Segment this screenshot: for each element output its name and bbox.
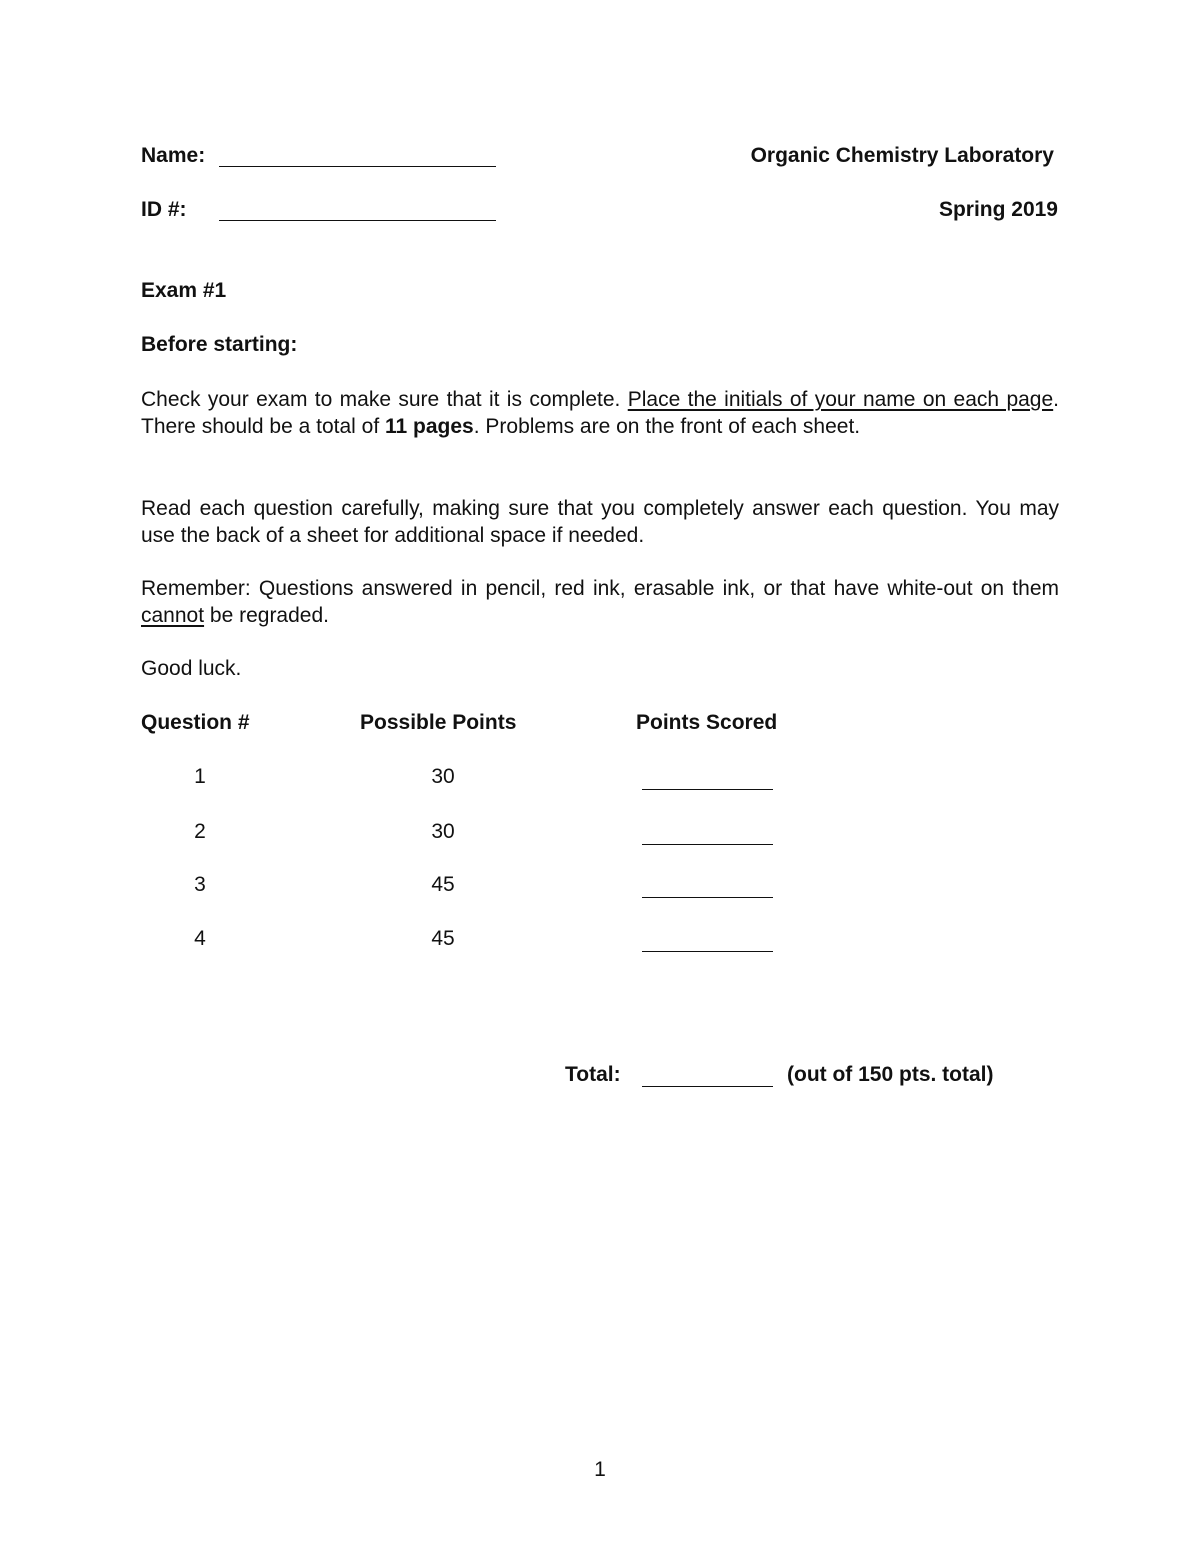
total-note: (out of 150 pts. total) (787, 1063, 994, 1086)
total-blank[interactable] (642, 1086, 773, 1087)
total-label: Total: (565, 1063, 621, 1086)
score-blank[interactable] (642, 897, 773, 898)
score-blank[interactable] (642, 951, 773, 952)
id-blank[interactable] (219, 220, 496, 221)
name-label: Name: (141, 144, 206, 167)
score-blank[interactable] (642, 789, 773, 790)
before-starting-heading: Before starting: (141, 333, 298, 356)
question-number: 1 (194, 765, 206, 788)
header-question: Question # (141, 711, 250, 734)
question-number: 3 (194, 873, 206, 896)
page-number: 1 (594, 1458, 606, 1481)
good-luck: Good luck. (141, 657, 242, 680)
instructions-text: . Problems are on the front of each sheet. (473, 415, 861, 438)
instructions-text: . There should be a total of (141, 388, 1060, 438)
score-blank[interactable] (642, 844, 773, 845)
instructions-paragraph-3 (141, 575, 1059, 629)
question-number: 4 (194, 927, 206, 950)
possible-points: 45 (431, 873, 455, 896)
page-count: 11 pages (385, 415, 474, 438)
instructions-paragraph-2: Read each question carefully, making sure that you completely answer each question. You may use the back of a sheet for additional space if needed. (141, 497, 1059, 547)
remember-text: be regraded. (204, 604, 329, 627)
header-points-scored: Points Scored (636, 711, 778, 734)
course-title: Organic Chemistry Laboratory (750, 144, 1054, 167)
instructions-text: Check your exam to make sure that it is complete. (141, 388, 628, 411)
cannot-emphasis: cannot (141, 604, 205, 627)
name-blank[interactable] (219, 166, 496, 167)
term: Spring 2019 (938, 198, 1058, 221)
possible-points: 30 (431, 820, 455, 843)
id-label: ID #: (141, 198, 187, 221)
question-number: 2 (194, 820, 206, 843)
initials-instruction: Place the initials of your name on each page (627, 388, 1054, 411)
header-possible-points: Possible Points (360, 711, 517, 734)
possible-points: 30 (431, 765, 455, 788)
instructions-paragraph-1 (141, 386, 1059, 440)
possible-points: 45 (431, 927, 455, 950)
exam-title: Exam #1 (141, 279, 227, 302)
remember-text: Remember: Questions answered in pencil, red ink, erasable ink, or that have white-out on them (141, 577, 1059, 600)
